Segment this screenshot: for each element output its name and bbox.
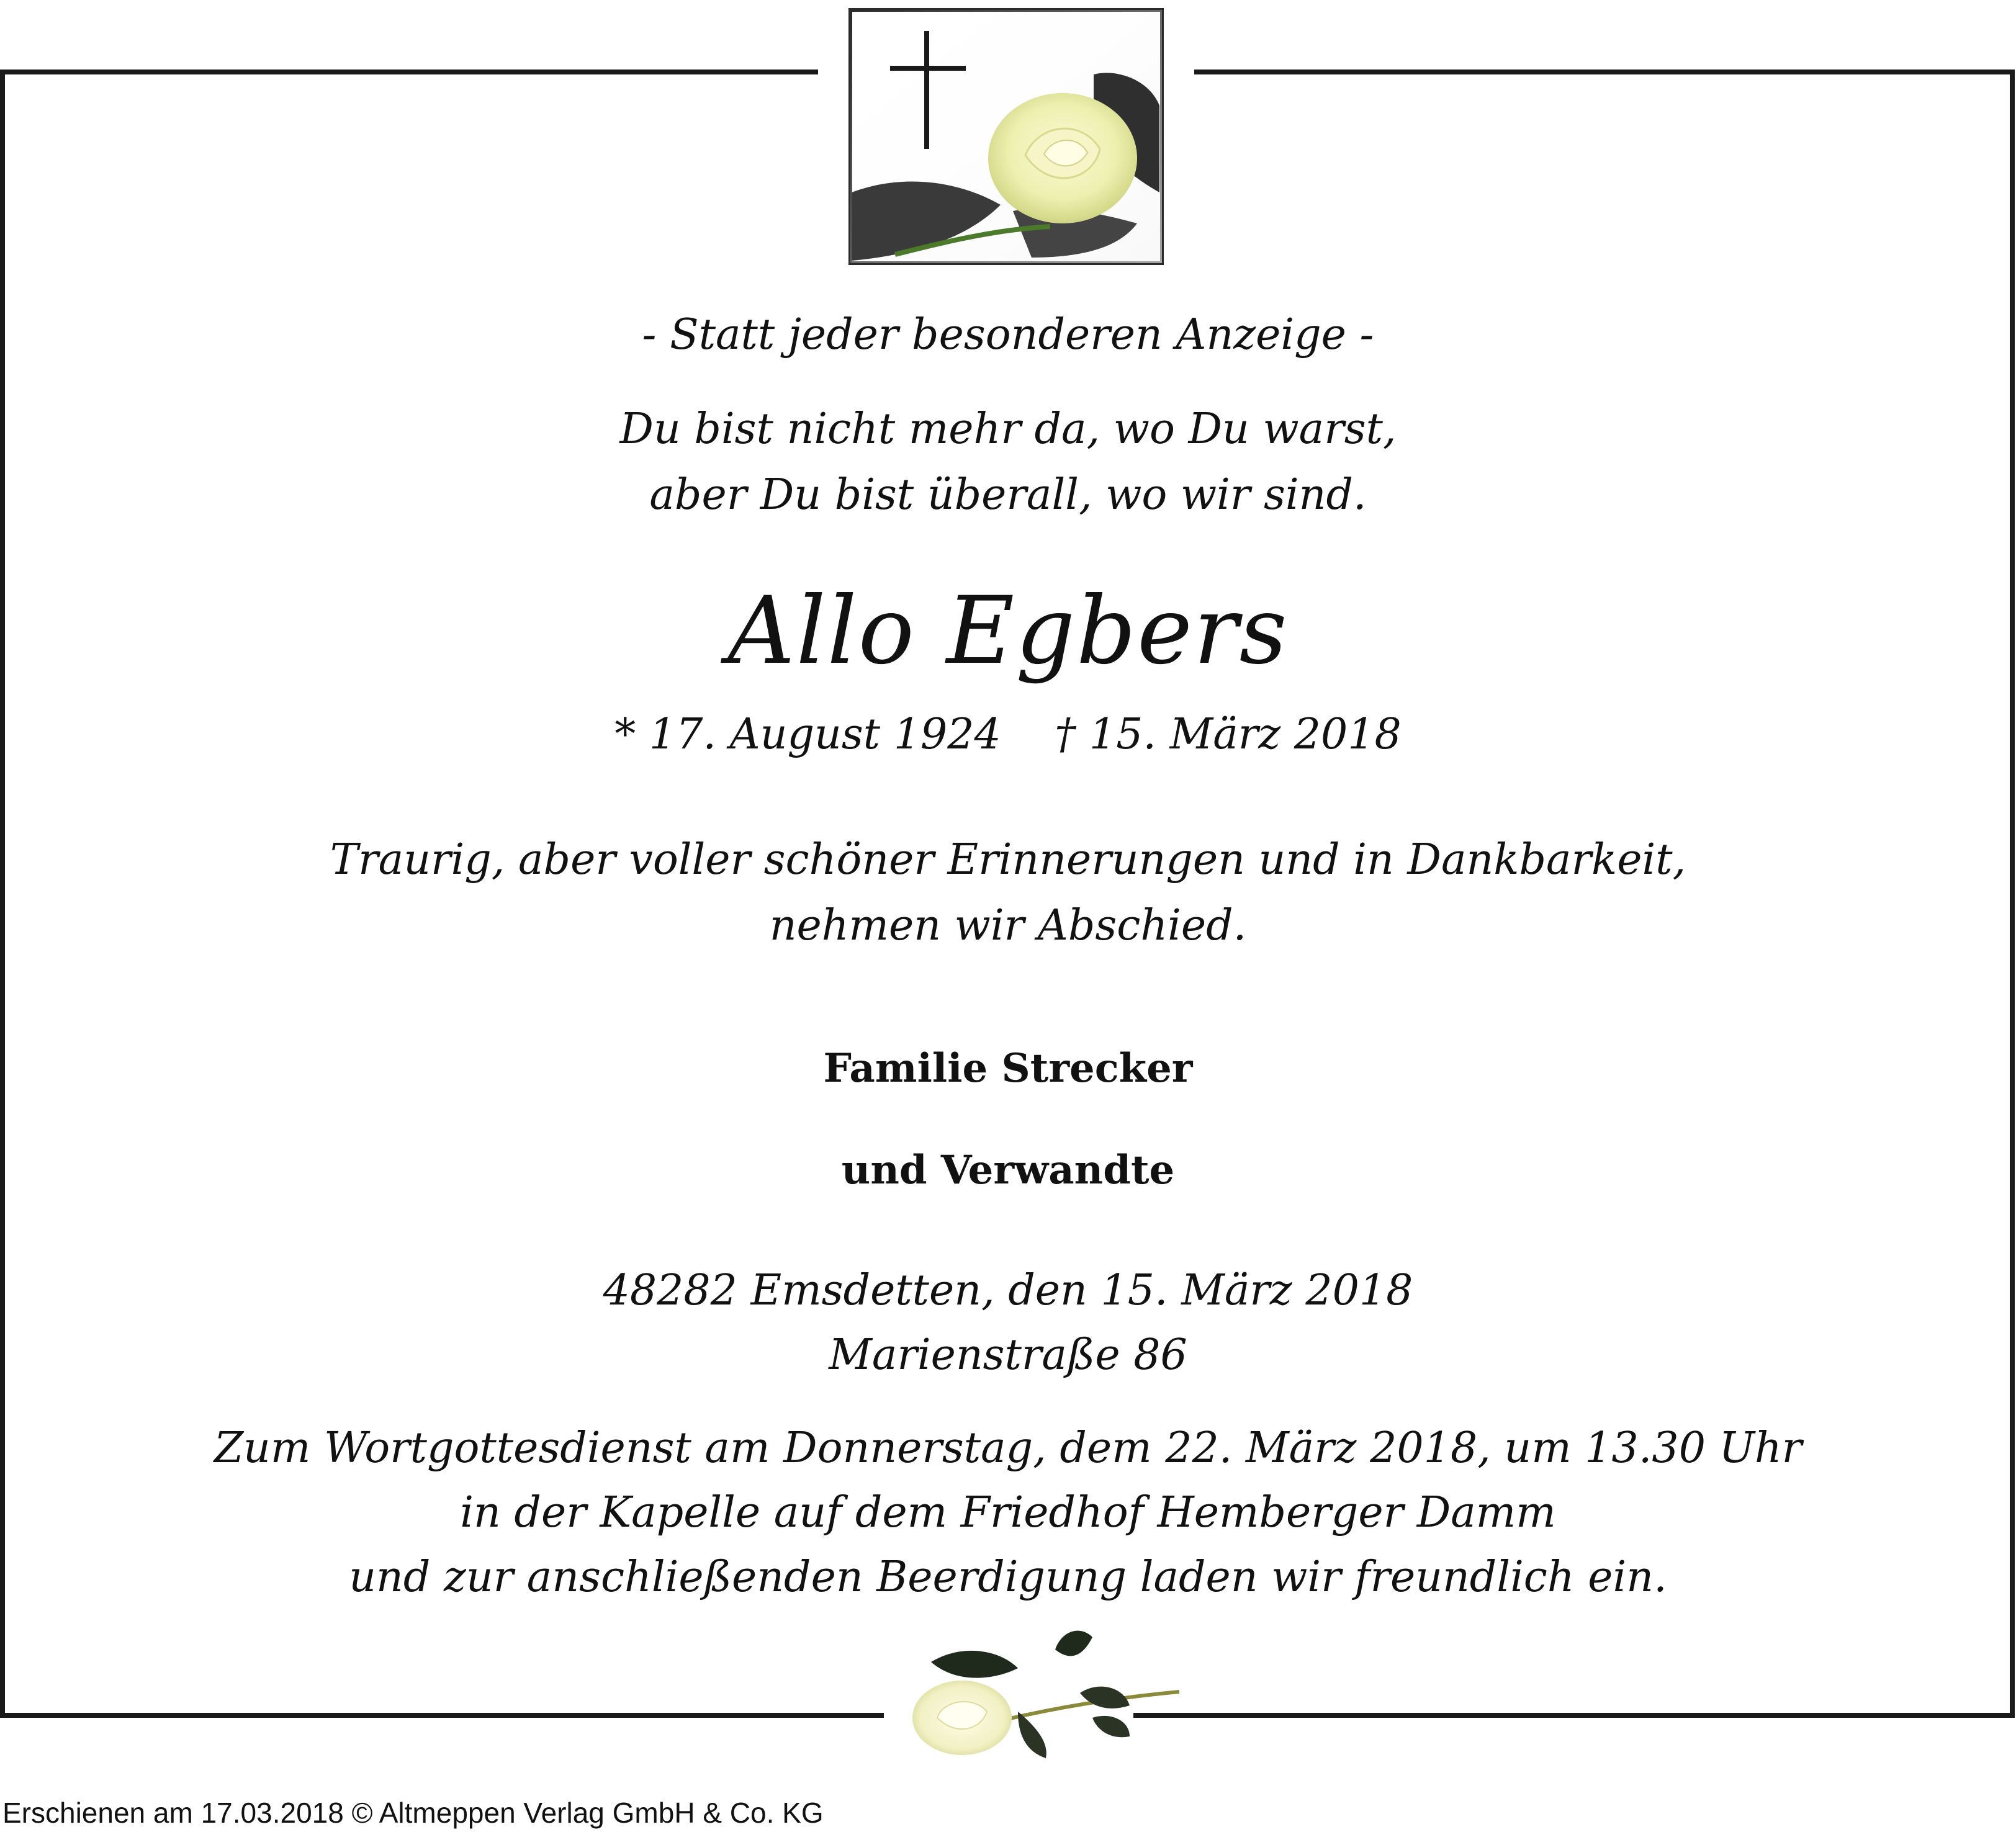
notice-header: - Statt jeder besonderen Anzeige - — [642, 310, 1374, 359]
farewell-line-2: nehmen wir Abschied. — [769, 901, 1247, 950]
place-and-date: 48282 Emsdetten, den 15. März 2018 — [603, 1266, 1413, 1315]
deceased-name: Allo Egbers — [727, 577, 1289, 685]
address: Marienstraße 86 — [829, 1331, 1187, 1380]
frame-top-border-left — [0, 70, 818, 74]
quote-line-1: Du bist nicht mehr da, wo Du warst, — [619, 405, 1397, 454]
service-line-1: Zum Wortgottesdienst am Donnerstag, dem 22. März 2018, um 13.30 Uhr — [214, 1424, 1802, 1473]
life-dates: * 17. August 1924 † 15. März 2018 — [614, 710, 1402, 759]
frame-bottom-border-left — [0, 1713, 884, 1718]
service-line-2: in der Kapelle auf dem Friedhof Hemberger Damm — [460, 1488, 1556, 1537]
cross-with-rose-icon — [845, 6, 1167, 267]
mourners-family: Familie Strecker — [823, 1045, 1193, 1092]
publication-footer: Erschienen am 17.03.2018 © Altmeppen Verlag GmbH & Co. KG — [2, 1797, 824, 1829]
quote-line-2: aber Du bist überall, wo wir sind. — [649, 470, 1367, 519]
frame-bottom-border-right — [1133, 1713, 2015, 1718]
farewell-line-1: Traurig, aber voller schöner Erinnerungen und in Dankbarkeit, — [330, 835, 1686, 884]
mourners-relatives: und Verwandte — [841, 1147, 1175, 1193]
rose-icon — [894, 1619, 1192, 1761]
service-line-3: und zur anschließenden Beerdigung laden wir freundlich ein. — [349, 1553, 1667, 1602]
frame-top-border-right — [1194, 70, 2015, 74]
